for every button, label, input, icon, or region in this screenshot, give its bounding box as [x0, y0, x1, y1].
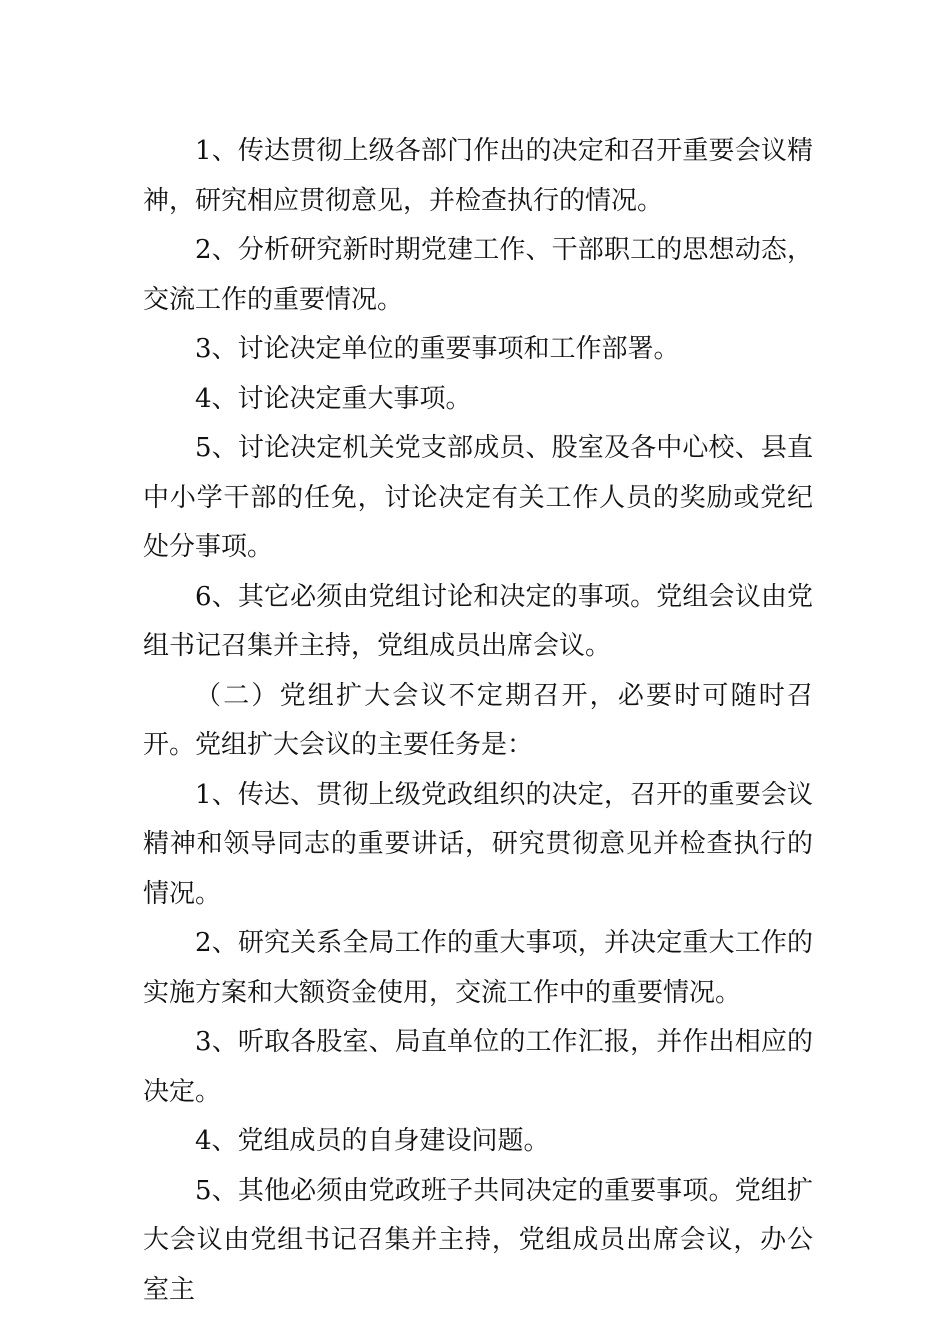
section-expanded-meeting: （二）党组扩大会议不定期召开，必要时可随时召开。党组扩大会议的主要任务是：	[143, 680, 813, 760]
expanded-item-1: 1、传达、贯彻上级党政组织的决定，召开的重要会议精神和领导同志的重要讲话，研究贯彻意见并检查执行的情况。	[143, 779, 813, 909]
expanded-item-5: 5、其他必须由党政班子共同决定的重要事项。党组扩大会议由党组书记召集并主持，党组成员出席会议，办公室主	[143, 1175, 813, 1305]
expanded-item-4: 4、党组成员的自身建设问题。	[195, 1126, 550, 1156]
expanded-item-3: 3、听取各股室、局直单位的工作汇报，并作出相应的决定。	[143, 1027, 813, 1107]
document-body	[143, 127, 813, 1315]
paragraph-item-4: 4、讨论决定重大事项。	[195, 383, 472, 414]
paragraph-item-6: 6、其它必须由党组讨论和决定的事项。党组会议由党组书记召集并主持，党组成员出席会议。	[143, 581, 813, 661]
expanded-item-2: 2、研究关系全局工作的重大事项，并决定重大工作的实施方案和大额资金使用，交流工作中的重要情况。	[143, 928, 813, 1008]
paragraph-item-2: 2、分析研究新时期党建工作、干部职工的思想动态，交流工作的重要情况。	[143, 235, 813, 315]
paragraph-item-1: 1、传达贯彻上级各部门作出的决定和召开重要会议精神，研究相应贯彻意见，并检查执行的情况。	[143, 136, 813, 216]
paragraph-item-5: 5、讨论决定机关党支部成员、股室及各中心校、县直中小学干部的任免，讨论决定有关工作人员的奖励或党纪处分事项。	[143, 433, 813, 562]
paragraph-item-3: 3、讨论决定单位的重要事项和工作部署。	[195, 334, 680, 364]
